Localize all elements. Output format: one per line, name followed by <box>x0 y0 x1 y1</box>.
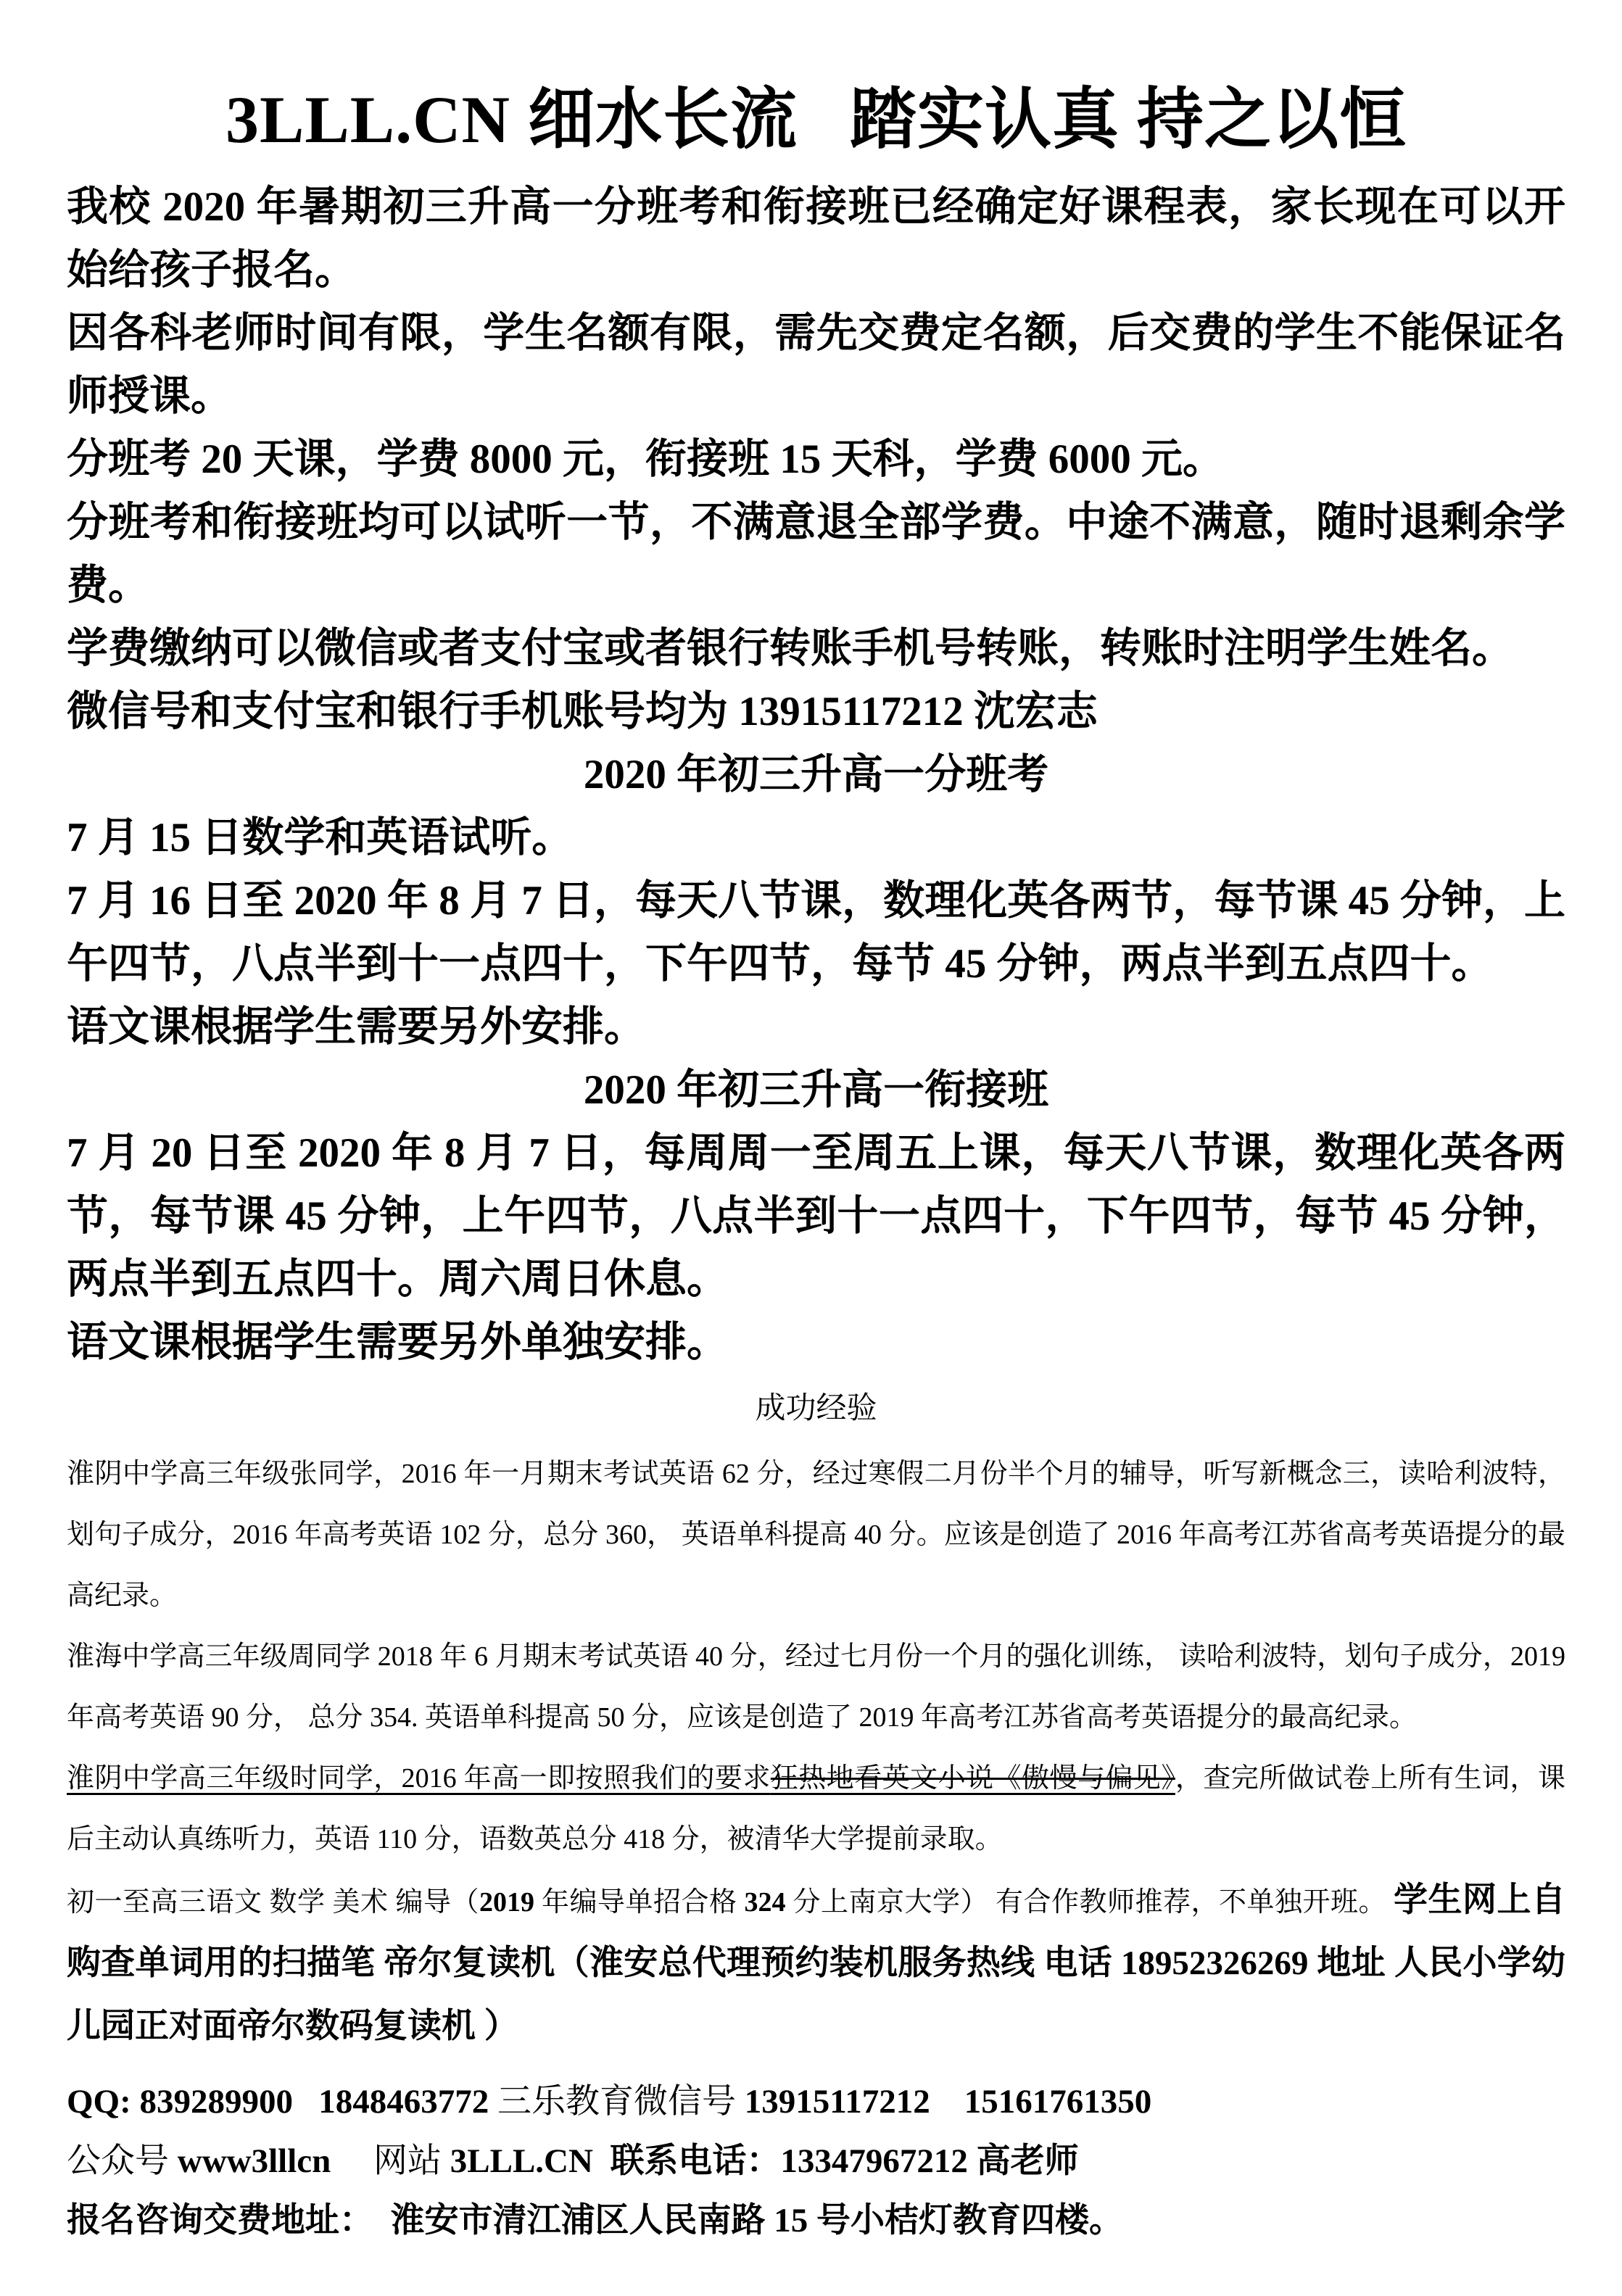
wechat-channel-line <box>67 2131 1565 2191</box>
bridge-class-heading: 2020 年初三升高一衔接班 <box>583 1067 1049 1113</box>
bridge-class-paragraph-2: 语文课根据学生需要另外单独安排。 <box>67 1319 728 1365</box>
courses-score: 324 <box>744 1887 786 1918</box>
courses-highlight: 学生网上自购查单词用的扫描笔 帝尔复读机（淮安总代理预约装机服务热线 电话 18952326269 地址 人民小学幼儿园正对面帝尔数码复读机 ） <box>67 1881 1565 2045</box>
success-heading: 成功经验 <box>755 1392 877 1425</box>
courses-mid-2: 分上南京大学） 有合作教师推荐，不单独开班。 <box>785 1887 1394 1918</box>
channel-gap <box>593 2142 611 2180</box>
qq-line <box>67 2072 1565 2131</box>
intro-paragraph-4: 分班考和衔接班均可以试听一节，不满意退全部学费。中途不满意，随时退剩余学费。 <box>67 500 1565 608</box>
courses-mid-1: 年编导单招合格 <box>534 1887 745 1918</box>
intro-paragraph-3: 分班考 20 天课，学费 8000 元，衔接班 15 天科，学费 6000 元。 <box>67 436 1224 482</box>
website-label: 网站 <box>331 2142 450 2180</box>
courses-line <box>67 1870 1565 2059</box>
qq-numbers: QQ: 839289900 1848463772 <box>67 2083 498 2121</box>
channel-id: www3lllcn <box>177 2142 331 2180</box>
courses-year: 2019 <box>479 1887 534 1918</box>
contact-phone: 联系电话：13347967212 高老师 <box>610 2142 1079 2180</box>
story-shi-rest: ，查完所做试卷上所有生词，课后主动认真练听力，英语 110 分，语数英总分 418 分，被清华大学提前录取。 <box>67 1763 1565 1854</box>
success-story-zhang: 淮阴中学高三年级张同学，2016 年一月期末考试英语 62 分，经过寒假二月份半个月的辅导，听写新概念三，读哈利波特，划句子成分，2016 年高考英语 102 分，总分 360， 英语单科提高 40 分。应该是创造了 2016 年高考江苏省高考英语提分的最高纪录。 <box>67 1459 1565 1611</box>
intro-paragraph-payment-account: 微信号和支付宝和银行手机账号均为 13915117212 沈宏志 <box>67 689 1098 734</box>
website-url: 3LLL.CN <box>450 2142 593 2180</box>
intro-paragraph-2: 因各科老师时间有限，学生名额有限，需先交费定名额，后交费的学生不能保证名师授课。 <box>67 310 1565 419</box>
page-title: 3LLL.CN 细水长流 踏实认真 持之以恒 <box>225 83 1407 157</box>
intro-paragraph-5: 学费缴纳可以微信或者支付宝或者银行转账手机号转账，转账时注明学生姓名。 <box>67 626 1513 671</box>
success-story-shi <box>67 1748 1565 1870</box>
placement-exam-paragraph-3: 语文课根据学生需要另外安排。 <box>67 1004 645 1050</box>
address-line: 报名咨询交费地址： 淮安市清江浦区人民南路 15 号小桔灯教育四楼。 <box>67 2202 1123 2239</box>
courses-prefix: 初一至高三语文 数学 美术 编导（ <box>67 1887 479 1918</box>
placement-exam-heading: 2020 年初三升高一分班考 <box>583 752 1049 797</box>
success-story-zhou: 淮海中学高三年级周同学 2018 年 6 月期末考试英语 40 分，经过七月份一个月的强化训练， 读哈利波特，划句子成分，2019 年高考英语 90 分， 总分 354. 英语单科提高 50 分，应该是创造了 2019 年高考江苏省高考英语提分的最高纪录。 <box>67 1641 1565 1733</box>
channel-label: 公众号 <box>67 2142 178 2180</box>
underlined-text: 淮阴中学高三年级时同学，2016 年高一即按照我们的要求 <box>67 1763 771 1794</box>
intro-paragraph-1: 我校 2020 年暑期初三升高一分班考和衔接班已经确定好课程表，家长现在可以开始给孩子报名。 <box>67 184 1565 293</box>
placement-exam-paragraph-1: 7 月 15 日数学和英语试听。 <box>67 815 574 861</box>
wechat-label: 三乐教育微信号 <box>497 2083 745 2121</box>
bridge-class-paragraph-1: 7 月 20 日至 2020 年 8 月 7 日，每周周一至周五上课，每天八节课，数理化英各两节，每节课 45 分钟，上午四节，八点半到十一点四十，下午四节，每节 45 分钟，两点半到五点四十。周六周日休息。 <box>67 1130 1565 1302</box>
wechat-numbers: 13915117212 15161761350 <box>744 2083 1152 2121</box>
placement-exam-paragraph-2: 7 月 16 日至 2020 年 8 月 7 日，每天八节课，数理化英各两节，每节课 45 分钟，上午四节，八点半到十一点四十，下午四节，每节 45 分钟，两点半到五点四十。 <box>67 878 1565 987</box>
strikethrough-text: 狂热地看英文小说《傲慢与偏见》 <box>770 1763 1175 1794</box>
